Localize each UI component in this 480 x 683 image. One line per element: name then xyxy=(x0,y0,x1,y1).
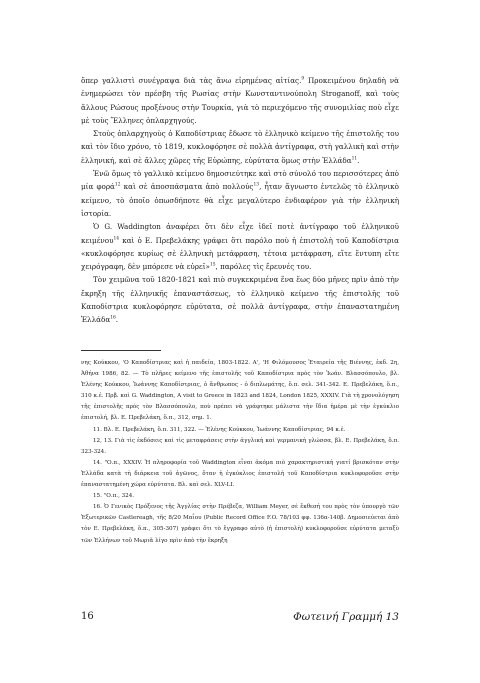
paragraph-4-text-a: Ὁ G. Waddington ἀναφέρει ὅτι δὲν εἶχε ἰδεῖ ποτὲ ἀντίγραφο τοῦ ἑλληνικοῦ κειμένου xyxy=(81,222,399,245)
footnote-11: 11. Βλ. Ε. Πρεβελάκη, ὅ.π. 311, 322. — Ἑλένης Κούκκου, Ἰωάννης Καποδίστριας, 94 κ.ἑ. xyxy=(93,426,346,433)
footnote-15: 15. "Ο.π., 324. xyxy=(93,493,135,500)
footnote-ref-13: 13 xyxy=(253,182,260,188)
paragraph-2 xyxy=(81,127,399,167)
paragraph-1-text-rest: Προκειμένου δηλαδὴ νὰ ἐνημερώσει τὸν πρέσβη τῆς Ρωσίας στὴν Κωνσταντινούπολη Stroganoff, καὶ τοὺς ἄλλους Ρώσους προξένους στὴν Τουρκία, γιὰ τὸ περιεχόμενο τῆς συνομιλίας ποὺ εἶχε μὲ τοὺς Ἕλληνες ὁπλαρχηγούς. xyxy=(81,76,399,125)
paragraph-2-text: Στοὺς ὁπλαρχηγοὺς ὁ Καποδίστριας ἔδωσε τὸ ἑλληνικὸ κείμενο τῆς ἐπιστολῆς του καὶ τὸν ἴδιο χρόνο, τὸ 1819, κυκλοφόρησε σὲ πολλὰ ἀντίγραφα, στὴ γαλλικὴ καὶ στὴν ἑλληνική, καὶ σὲ ἄλλες χῶρες τῆς Εὐρώπης, εὐρύτατα ὅμως στὴν Ἑλλάδα xyxy=(81,129,399,165)
footnote-ref-15: 15 xyxy=(209,262,216,268)
footnote-continued: νης Κούκκου, 'Ο Καποδίστριας καὶ ἡ παιδεία, 1803-1822. Α', 'Η Φιλόμουσος Ἑταιρεία τῆς Βιέννης, ἐκδ. 2η, Ἀθήνα 1986, 82. — Τὸ πλῆρες κείμενο τῆς ἐπιστολῆς τοῦ Καποδίστρια πρὸς τὸν Ἰωάν. Βλασσόπουλο, βλ. Ἑλένης Κούκκου, Ἰωάννης Καποδίστριας, ὁ ἄνθρωπος - ὁ διπλωμάτης, ὅ.π. σελ. 341-342. Ε. Πρεβελάκη, ὅ.π., 310 κ.ἑ. Πρβ. καὶ G. Waddington, A visit to Greece in 1823 and 1824, London 1825, XXXIV. Γιὰ τὴ χρονολόγηση τῆς ἐπιστολῆς πρὸς τὸν Βλασσόπουλο, ποὺ πρέπει νὰ γράφτηκε μάλιστα τὴν ἴδια ἡμέρα μὲ τὴν ἐγκύκλιο ἐπιστολή, βλ. Ε. Πρεβελάκη, ὅ.π., 312, σημ. 1. xyxy=(81,360,399,422)
paragraph-3-text-a: Ἐνῶ ὅμως τὸ γαλλικὸ κείμενο δημοσιεύτηκε καὶ στὸ σύνολό του περισσότερες ἀπὸ μία φορά xyxy=(81,169,399,192)
footnote-ref-9: 9 xyxy=(301,76,305,82)
paragraph-4 xyxy=(81,220,399,273)
journal-title: Φωτεινή Γραμμή 13 xyxy=(293,611,399,623)
paragraph-2-text-rest: . xyxy=(357,155,360,165)
footnote-16: 16. Ὁ Γενικὸς Πρόξενος τῆς Ἀγγλίας στὴν Πρέβεζα, William Meyer, σὲ ἔκθεσή του πρὸς τὸν ὑπουργὸ τῶν Ἐξωτερικῶν Castlereagh, τῆς 8/20 Μαΐου (Public Record Office F.O. 78/103 φφ. 136α-140β. Δημοσιεύεται ἀπὸ τὸν Ε. Πρεβελάκη, ὅ.π., 305-307) γράφει ὅτι τὸ ἔγγραφο αὐτὸ (ἡ ἐπιστολὴ) κυκλοφοροῦσε εὐρύτατα μεταξὺ τῶν Ἑλλήνων τοῦ Μωριᾶ λίγο πρὶν ἀπὸ τὴν ἔκρηξη xyxy=(81,504,399,544)
footnote-ref-16: 16 xyxy=(110,315,116,321)
paragraph-5 xyxy=(81,273,399,326)
paragraph-3 xyxy=(81,167,399,220)
paragraph-4-text-c: , παρόλες τὶς ἔρευνές του. xyxy=(215,262,312,272)
paragraph-3-text-c: , ἦταν ἄγνωστο ἐντελῶς τὸ ἑλληνικὸ κείμενο, τὸ ὁποῖο ὁπωσδήποτε θὰ εἶχε μεγαλύτερο ἐνδιαφέρον γιὰ τὴν ἑλληνικὴ ἱστορία. xyxy=(81,182,399,218)
main-text xyxy=(81,74,399,327)
footnote-14: 14. "Ο.π., XXXIV. Ἡ πληροφορία τοῦ Waddington εἶναι ἀκόμα πιὸ χαρακτηριστικὴ γιατί βρισκόταν στὴν Ἑλλάδα κατὰ τὴ διάρκεια τοῦ ἀγῶνος, ὅταν ἡ ἐγκύκλιος ἐπιστολὴ τοῦ Καποδίστρια κυκλοφοροῦσε στὴν ἐπαναστατημένη χώρα εὐρύτατα. Βλ. καὶ σελ. XLV-LI. xyxy=(81,459,399,489)
page-footer xyxy=(81,611,399,625)
footnote-12-13: 12, 13. Γιὰ τὶς ἐκδόσεις καὶ τὶς μεταφράσεις στὴν ἀγγλικὴ καὶ γερμανικὴ γλώσσα, βλ. Ε. Πρεβελάκη, ὅ.π. 323-324. xyxy=(81,437,399,455)
paragraph-1-text: ὅπερ γαλλιστὶ συνέγραψα διὰ τὰς ἄνω εἰρημένας αἰτίας. xyxy=(81,76,302,85)
page-number: 16 xyxy=(81,611,94,622)
paragraph-1 xyxy=(81,74,399,127)
footnote-ref-14: 14 xyxy=(113,236,120,242)
footnote-divider xyxy=(81,350,161,351)
paragraph-4-text-b: καὶ ὁ Ε. Πρεβελάκης γράφει ὅτι παρόλο ποὺ ἡ ἐπιστολὴ τοῦ Καποδίστρια «κυκλοφόρησε κυρίως σὲ ἑλληνικὴ μετάφραση, τέτοια μετάφραση, εἴτε ἔντυπη εἴτε χειρόγραφη, δὲν μπόρεσε νὰ εὑρεῖ» xyxy=(81,235,399,272)
paragraph-5-text: Τὸν χειμῶνα τοῦ 1820-1821 καὶ πιὸ συγκεκριμένα ἕνα ἕως δύο μῆνες πρὶν ἀπὸ τὴν ἔκρηξη τῆς ἑλληνικῆς ἐπαναστάσεως, τὸ ἑλληνικὸ κείμενο τῆς ἐπιστολῆς τοῦ Καποδίστρια κυκλοφόρησε εὐρύτατα, σὲ πολλὰ ἀντίγραφα, στὴν ἐπαναστατημένη Ἑλλάδα xyxy=(81,275,399,325)
footnote-ref-12: 12 xyxy=(114,182,121,188)
paragraph-5-text-rest: . xyxy=(115,315,119,325)
paragraph-3-text-b: καὶ σὲ ἀποσπάσματα ἀπὸ πολλούς xyxy=(120,182,254,192)
footnote-ref-11: 11 xyxy=(351,156,358,162)
footnotes xyxy=(81,358,399,547)
